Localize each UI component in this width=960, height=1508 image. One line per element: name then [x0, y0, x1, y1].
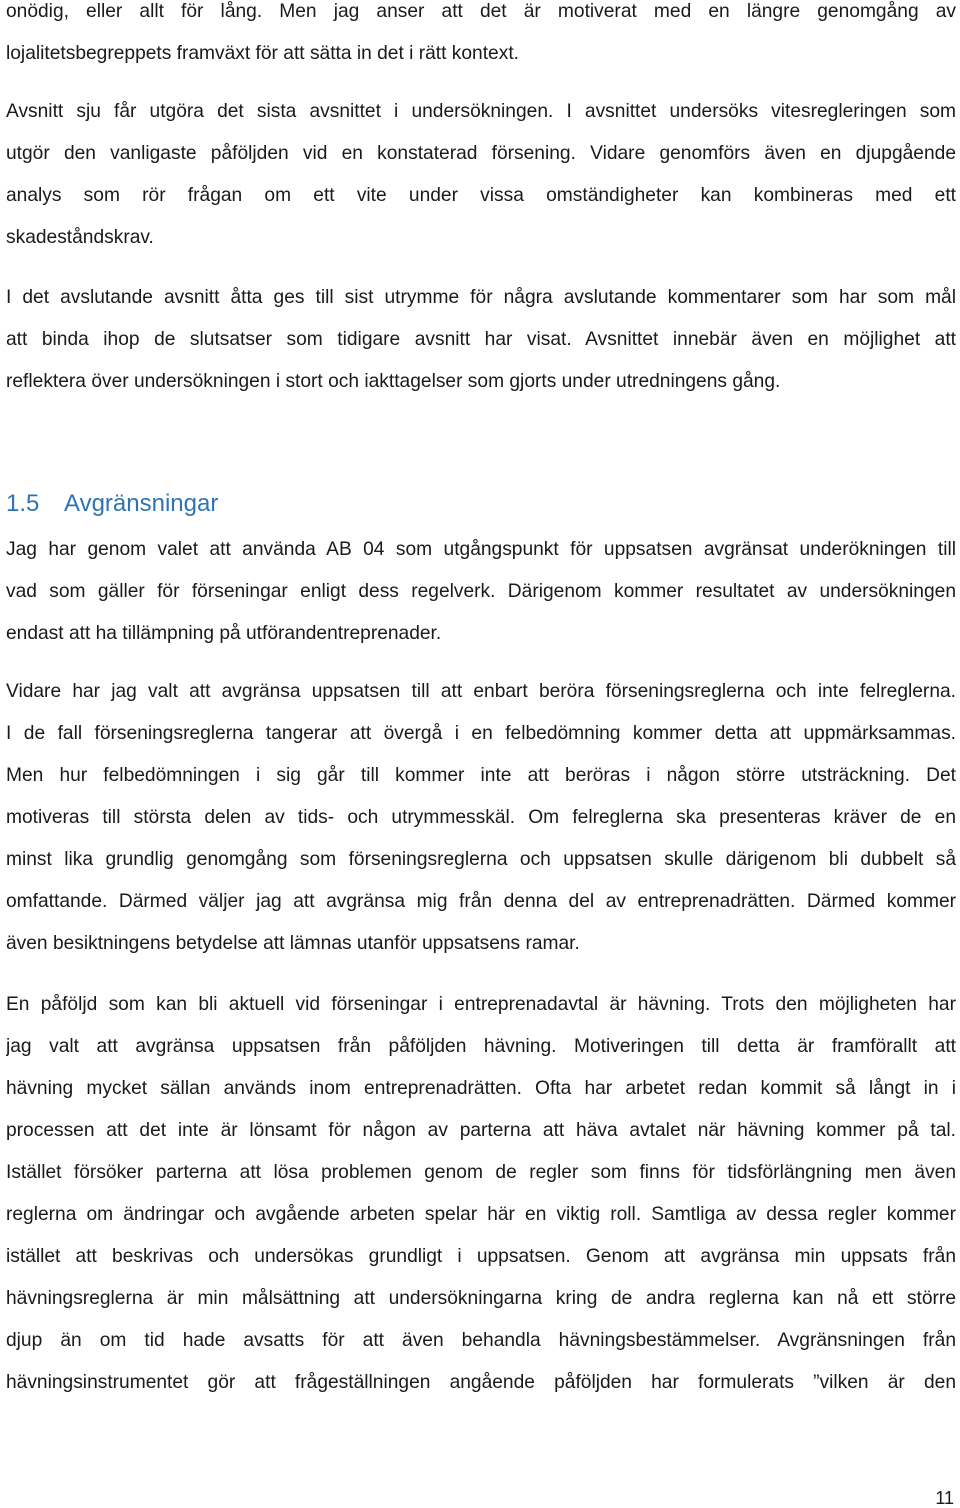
- paragraph-1-line-1: onödig, eller allt för lång. Men jag anser att det är motiverat med en längre genomgång av: [6, 1, 956, 22]
- section-title: Avgränsningar: [64, 490, 219, 517]
- paragraph-5-line-1: Vidare har jag valt att avgränsa uppsatsen till att enbart beröra förseningsreglerna och inte felreglerna.: [6, 681, 956, 702]
- section-heading: [6, 489, 218, 519]
- paragraph-6-line-3: hävning mycket sällan används inom entreprenadrätten. Ofta har arbetet redan kommit så långt in i: [6, 1078, 956, 1099]
- paragraph-6-line-2: jag valt att avgränsa uppsatsen från påföljden hävning. Motiveringen till detta är framförallt att: [6, 1036, 956, 1057]
- paragraph-3-line-3: reflektera över undersökningen i stort och iakttagelser som gjorts under utredningens gång.: [6, 371, 781, 392]
- paragraph-3-line-2: att binda ihop de slutsatser som tidigare avsnitt har visat. Avsnittet innebär även en möjlighet att: [6, 329, 956, 350]
- paragraph-4-line-2: vad som gäller för förseningar enligt dess regelverk. Därigenom kommer resultatet av undersökningen: [6, 581, 956, 602]
- paragraph-5-line-5: minst lika grundlig genomgång som förseningsreglerna och uppsatsen skulle därigenom bli dubbelt så: [6, 849, 956, 870]
- paragraph-6-line-6: reglerna om ändringar och avgående arbeten spelar här en viktig roll. Samtliga av dessa regler kommer: [6, 1204, 956, 1225]
- paragraph-6-line-10: hävningsinstrumentet gör att frågeställningen angående påföljden har formulerats ”vilken är den: [6, 1372, 956, 1393]
- paragraph-5-line-3: Men hur felbedömningen i sig går till kommer inte att beröras i någon större utsträckning. Det: [6, 765, 956, 786]
- page-number: 11: [935, 1488, 954, 1508]
- paragraph-6-line-5: Istället försöker parterna att lösa problemen genom de regler som finns för tidsförlängning men även: [6, 1162, 956, 1183]
- paragraph-1-line-2: lojalitetsbegreppets framväxt för att sätta in det i rätt kontext.: [6, 43, 519, 64]
- paragraph-5-line-6: omfattande. Därmed väljer jag att avgränsa mig från denna del av entreprenadrätten. Därmed kommer: [6, 891, 956, 912]
- paragraph-6-line-7: istället att beskrivas och undersökas grundligt i uppsatsen. Genom att avgränsa min uppsats från: [6, 1246, 956, 1267]
- paragraph-6-line-9: djup än om tid hade avsatts för att även behandla hävningsbestämmelser. Avgränsningen från: [6, 1330, 956, 1351]
- paragraph-4-line-1: Jag har genom valet att använda AB 04 som utgångspunkt för uppsatsen avgränsat underökningen till: [6, 539, 956, 560]
- paragraph-5-line-4: motiveras till största delen av tids- och utrymmesskäl. Om felreglerna ska presenteras kräver de en: [6, 807, 956, 828]
- paragraph-2-line-2: utgör den vanligaste påföljden vid en konstaterad försening. Vidare genomförs även en djupgående: [6, 143, 956, 164]
- paragraph-2-line-1: Avsnitt sju får utgöra det sista avsnittet i undersökningen. I avsnittet undersöks vitesregleringen som: [6, 101, 956, 122]
- paragraph-6-line-1: En påföljd som kan bli aktuell vid förseningar i entreprenadavtal är hävning. Trots den möjligheten har: [6, 994, 956, 1015]
- paragraph-5-line-2: I de fall förseningsreglerna tangerar att övergå i en felbedömning kommer detta att uppmärksammas.: [6, 723, 956, 744]
- paragraph-6-line-4: processen att det inte är lönsamt för någon av parterna att häva avtalet när hävning kommer på tal.: [6, 1120, 956, 1141]
- paragraph-2-line-4: skadeståndskrav.: [6, 227, 154, 248]
- paragraph-3-line-1: I det avslutande avsnitt åtta ges till sist utrymme för några avslutande kommentarer som har som mål: [6, 287, 956, 308]
- paragraph-5-line-7: även besiktningens betydelse att lämnas utanför uppsatsens ramar.: [6, 933, 580, 954]
- paragraph-2-line-3: analys som rör frågan om ett vite under vissa omständigheter kan kombineras med ett: [6, 185, 956, 206]
- section-number: 1.5: [6, 490, 40, 517]
- paragraph-4-line-3: endast att ha tillämpning på utförandentreprenader.: [6, 623, 442, 644]
- paragraph-6-line-8: hävningsreglerna är min målsättning att undersökningarna kring de andra reglerna kan nå ett större: [6, 1288, 956, 1309]
